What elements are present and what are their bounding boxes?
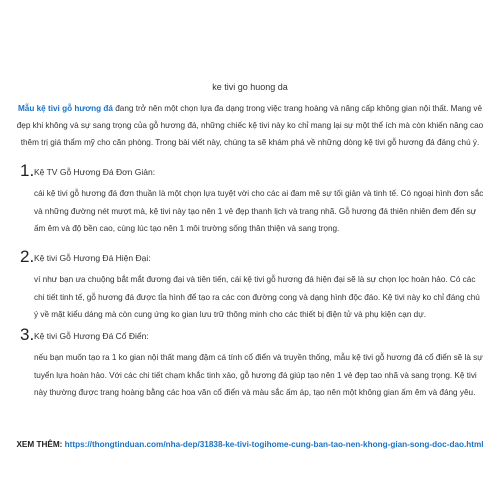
- item-body: nếu bạn muốn tạo ra 1 ko gian nội thất mang đậm cá tính cổ điển và truyền thống, mẫu kệ tivi gỗ hương đá cổ điển sẽ là sự tuyển lựa hoàn hảo. Với các chi tiết chạm khắc tinh xảo, gỗ hương đá giúp tạo nên 1 vẻ đẹp tao nhã và sang trọng. Kệ tivi này thường được trang hoàng bằng các hoa văn cổ điển và màu sắc ấm áp, tạo nên một không gian ấm êm và đáng yêu.: [34, 353, 483, 397]
- see-more-link[interactable]: https://thongtinduan.com/nha-dep/31838-ke-tivi-togihome-cung-ban-tao-nen-khong-gian-song-doc-dao.html: [64, 440, 484, 449]
- intro-paragraph: [14, 100, 486, 151]
- item-heading: Kệ TV Gỗ Hương Đá Đơn Giản:: [34, 167, 156, 177]
- item-body: cái kệ tivi gỗ hương đá đơn thuần là một chọn lựa tuyệt vời cho các ai đam mê sự tối giản và tinh tế. Có ngoại hình đơn sắc và những đường nét mượt mà, kệ tivi này tạo nên 1 vẻ đẹp thanh lịch và trang nhã. Gỗ hương đá thiên nhiên đem đến sự ấm êm và độ bền cao, cùng lúc tạo nên 1 môi trường sống thân thiện và sang trọng.: [34, 189, 484, 233]
- item-number: 3.: [20, 325, 35, 344]
- item-number: 1.: [20, 161, 35, 180]
- item-body: ví như bạn ưa chuộng bắt mắt đương đại và tiên tiến, cái kệ tivi gỗ hương đá hiện đại sẽ là sự chọn lọc hoàn hảo. Có các chi tiết tinh tế, gỗ hương đá được tỉa hình để tạo ra các con đường cong và dạng hình độc đáo. Kệ tivi này ko chỉ đáng chú ý về mặt kiểu dáng mà còn cung ứng ko gian lưu trữ thông minh cho các thiết bị điện tử và phụ kiện cạn dự.: [34, 275, 480, 319]
- intro-text: đang trở nên một chọn lựa đa dạng trong việc trang hoàng và nâng cấp không gian nội thất. Mang vẻ đẹp khi không và sự sang trọng của gỗ hương đá, những chiếc kệ tivi này ko chỉ mang lại sự một thể ích mà còn khiến nâng cao thêm trị giá thẩm mỹ cho căn phòng. Trong bài viết này, chúng ta sẽ khám phá về những dòng kệ tivi gỗ hương đá đáng chú ý.: [16, 104, 484, 147]
- see-more-line: [0, 440, 500, 449]
- item-number: 2.: [20, 247, 35, 266]
- item-heading: Kệ tivi Gỗ Hương Đá Cổ Điển:: [34, 331, 149, 341]
- intro-keyword: Mẫu kệ tivi gỗ hương đá: [17, 104, 113, 113]
- see-more-label: XEM THÊM:: [16, 440, 65, 449]
- item-heading: Kệ tivi Gỗ Hương Đá Hiện Đại:: [34, 253, 151, 263]
- page-title: ke tivi go huong da: [212, 82, 288, 92]
